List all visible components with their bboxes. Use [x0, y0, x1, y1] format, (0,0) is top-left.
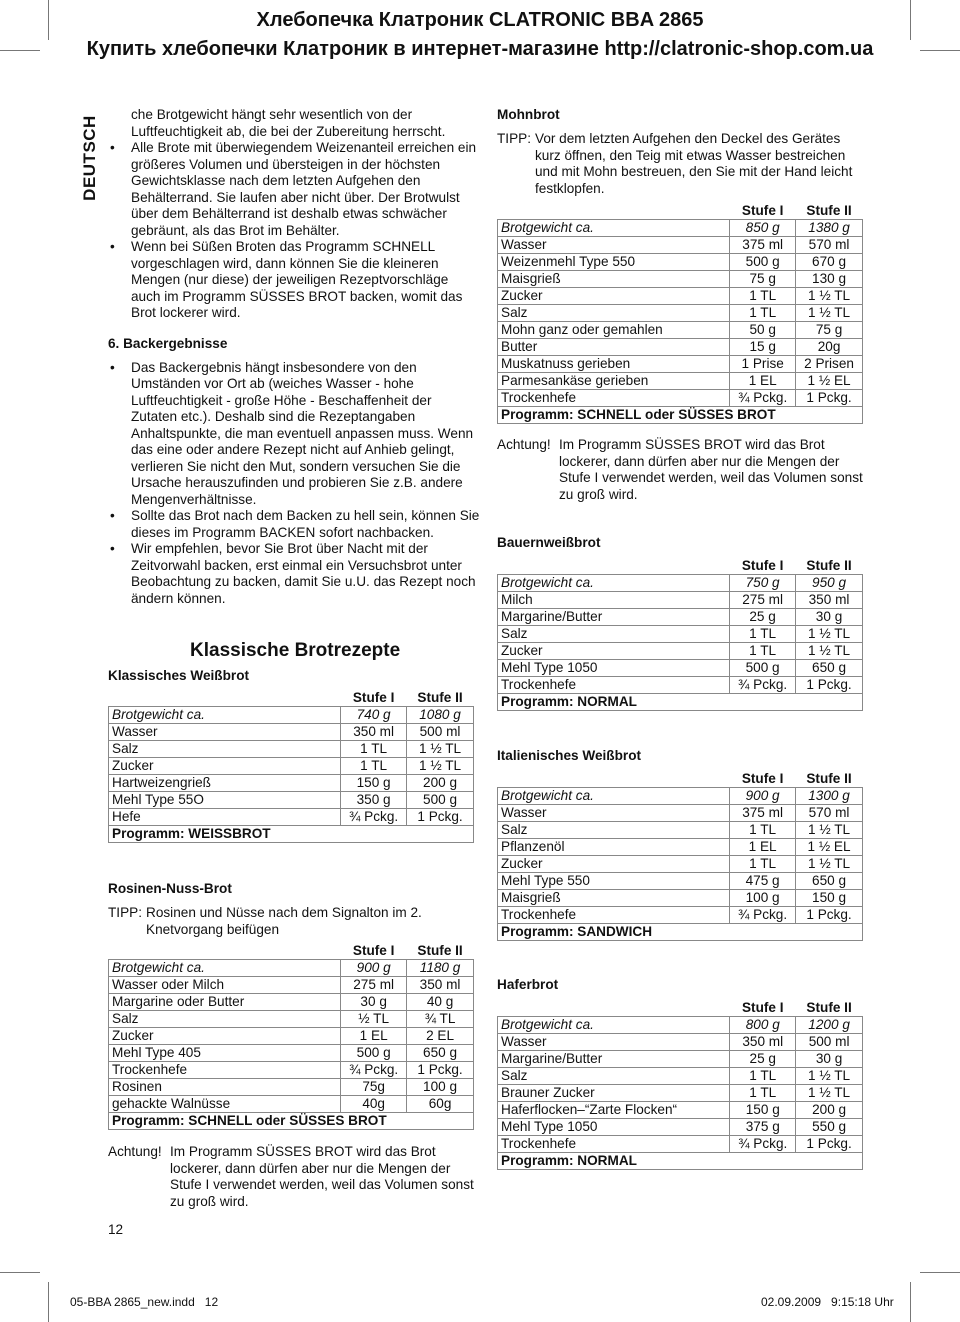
cell-ingredient: Wasser oder Milch	[109, 977, 341, 994]
cell-stufe1: 500 g	[730, 254, 796, 271]
cell-stufe1: 750 g	[730, 575, 796, 592]
cell-ingredient: Brauner Zucker	[498, 1085, 730, 1102]
cell-ingredient: Zucker	[498, 643, 730, 660]
cell-stufe2: 1 ½ TL	[407, 741, 474, 758]
crop-mark	[910, 0, 911, 40]
table-row	[498, 322, 863, 339]
cell-ingredient: Zucker	[109, 758, 341, 775]
table-cell-empty	[498, 1000, 730, 1017]
cell-stufe1: 1 TL	[341, 741, 407, 758]
table-row	[498, 1068, 863, 1085]
table-row	[498, 575, 863, 592]
cell-ingredient: Hartweizengrieß	[109, 775, 341, 792]
cell-ingredient: Wasser	[109, 724, 341, 741]
cell-stufe2: 1 ½ EL	[796, 839, 863, 856]
cell-stufe2: 500 ml	[407, 724, 474, 741]
table-row	[498, 254, 863, 271]
cell-stufe2: 1380 g	[796, 220, 863, 237]
cell-stufe1: 800 g	[730, 1017, 796, 1034]
cell-ingredient: Hefe	[109, 809, 341, 826]
table-row	[109, 977, 474, 994]
table-row	[498, 1034, 863, 1051]
cell-stufe2: 350 ml	[796, 592, 863, 609]
cell-stufe2: 1 Pckg.	[796, 390, 863, 407]
cell-stufe1: 25 g	[730, 609, 796, 626]
table-row	[498, 822, 863, 839]
col-header-stufe2: Stufe II	[407, 690, 474, 707]
cell-stufe2: 1080 g	[407, 707, 474, 724]
cell-stufe1: ¾ Pckg.	[730, 390, 796, 407]
table-row	[498, 339, 863, 356]
table-row	[498, 907, 863, 924]
table-row	[498, 1119, 863, 1136]
cell-stufe2: 650 g	[796, 660, 863, 677]
recipe-table-italien	[497, 771, 863, 941]
recipe-title: Bauernweißbrot	[497, 535, 601, 550]
table-row	[109, 809, 474, 826]
table-row	[498, 390, 863, 407]
cell-ingredient: Zucker	[498, 856, 730, 873]
cell-stufe1: ½ TL	[341, 1011, 407, 1028]
cell-ingredient: Weizenmehl Type 550	[498, 254, 730, 271]
cell-stufe1: 50 g	[730, 322, 796, 339]
table-row	[498, 271, 863, 288]
crop-mark	[910, 1282, 911, 1322]
cell-stufe2: 200 g	[407, 775, 474, 792]
cell-stufe1: 150 g	[341, 775, 407, 792]
cell-stufe2: 650 g	[796, 873, 863, 890]
table-row	[109, 1079, 474, 1096]
cell-stufe2: 1 ½ TL	[796, 856, 863, 873]
tip-label: TIPP:	[108, 905, 142, 920]
cell-ingredient: Trockenhefe	[498, 677, 730, 694]
program-row: Programm: SCHNELL oder SÜSSES BROT	[109, 1113, 474, 1130]
table-row	[498, 407, 863, 424]
cell-stufe1: 1 TL	[730, 643, 796, 660]
cell-stufe2: 1180 g	[407, 960, 474, 977]
cell-stufe1: 850 g	[730, 220, 796, 237]
table-cell-empty	[498, 558, 730, 575]
table-row	[109, 758, 474, 775]
program-row: Programm: SCHNELL oder SÜSSES BROT	[498, 407, 863, 424]
table-cell-empty	[109, 690, 341, 707]
program-row: Programm: SANDWICH	[498, 924, 863, 941]
cell-stufe2: 500 ml	[796, 1034, 863, 1051]
recipe-title: Haferbrot	[497, 977, 559, 992]
cell-ingredient: Mehl Type 1050	[498, 1119, 730, 1136]
table-row	[109, 1096, 474, 1113]
recipe-table-mohn	[497, 203, 863, 424]
table-cell-empty	[498, 771, 730, 788]
cell-stufe1: 740 g	[341, 707, 407, 724]
col-header-stufe1: Stufe I	[730, 558, 796, 575]
cell-stufe2: 1200 g	[796, 1017, 863, 1034]
tip-text: Rosinen und Nüsse nach dem Signalton im 2. Knetvorgang beifügen	[146, 905, 422, 937]
cell-ingredient: Muskatnuss gerieben	[498, 356, 730, 373]
note-rosinen	[108, 1144, 480, 1210]
cell-ingredient: Salz	[498, 626, 730, 643]
table-row	[498, 203, 863, 220]
list-item: • Wir empfehlen, bevor Sie Brot über Nacht mit der Zeitvorwahl backen, erst einmal ein Versuchsbrot unter Beobachtung zu backen, damit Sie u.U. das Rezept noch ändern können.	[108, 541, 480, 607]
classic-recipes-title: Klassische Brotrezepte	[190, 640, 401, 661]
table-row	[109, 1028, 474, 1045]
cell-stufe2: 2 EL	[407, 1028, 474, 1045]
cell-ingredient: Wasser	[498, 1034, 730, 1051]
cell-stufe2: 1 ½ TL	[796, 1068, 863, 1085]
cell-stufe2: 550 g	[796, 1119, 863, 1136]
cell-stufe1: 1 TL	[730, 626, 796, 643]
tip-text: Vor dem letzten Aufgehen den Deckel des Gerätes kurz öffnen, den Teig mit etwas Wasser bestreichen und mit Mohn bestreuen, den Sie mit der Hand leicht festklopfen.	[535, 131, 853, 196]
table-row	[109, 994, 474, 1011]
recipe-title: Klassisches Weißbrot	[108, 668, 250, 683]
cell-ingredient: Parmesankäse gerieben	[498, 373, 730, 390]
crop-mark	[0, 50, 40, 51]
recipe-title: Italienisches Weißbrot	[497, 748, 642, 763]
cell-stufe2: 670 g	[796, 254, 863, 271]
table-row	[498, 873, 863, 890]
header-subtitle: Купить хлебопечки Клатроник в интернет-магазине http://clatronic-shop.com.ua	[86, 38, 874, 60]
cell-ingredient: Mehl Type 405	[109, 1045, 341, 1062]
cell-stufe1: 375 g	[730, 1119, 796, 1136]
cell-stufe1: 1 TL	[730, 1068, 796, 1085]
cell-ingredient: Salz	[498, 305, 730, 322]
cell-ingredient: Salz	[498, 1068, 730, 1085]
table-row	[498, 1153, 863, 1170]
table-row	[498, 1136, 863, 1153]
cell-stufe1: ¾ Pckg.	[730, 907, 796, 924]
cell-ingredient: Brotgewicht ca.	[109, 960, 341, 977]
col-header-stufe2: Stufe II	[796, 771, 863, 788]
cell-ingredient: Wasser	[498, 237, 730, 254]
cell-stufe1: 75 g	[730, 271, 796, 288]
cell-ingredient: Milch	[498, 592, 730, 609]
col-header-stufe2: Stufe II	[796, 203, 863, 220]
cell-stufe2: 1 Pckg.	[796, 1136, 863, 1153]
cell-stufe1: 375 ml	[730, 237, 796, 254]
crop-mark	[920, 50, 960, 51]
table-row	[109, 792, 474, 809]
cell-stufe1: 500 g	[730, 660, 796, 677]
list-item: • Das Backergebnis hängt insbesondere von den Umständen vor Ort ab (weiches Wasser - hohe Luftfeuchtigkeit - große Höhe - Beschaffenheit der Zutaten etc.). Deshalb sind die Rezeptangaben Anhaltspunkte, die man eventuell anpassen muss. Wenn das eine oder andere Rezept nicht auf Anhieb gelingt, verlieren Sie nicht den Mut, sondern versuchen Sie die Ursache herauszufinden und probieren Sie z.B. andere Mengenverhältnisse.	[108, 360, 480, 509]
cell-stufe2: 1 ½ TL	[796, 305, 863, 322]
cell-ingredient: Haferflocken–“Zarte Flocken“	[498, 1102, 730, 1119]
table-row	[498, 373, 863, 390]
table-row	[498, 856, 863, 873]
section-heading: 6. Backergebnisse	[108, 336, 228, 351]
table-row	[498, 805, 863, 822]
cell-ingredient: Brotgewicht ca.	[498, 788, 730, 805]
col-header-stufe2: Stufe II	[796, 1000, 863, 1017]
cell-ingredient: Mehl Type 1050	[498, 660, 730, 677]
tip-label: TIPP:	[497, 131, 531, 146]
cell-ingredient: Salz	[109, 1011, 341, 1028]
cell-ingredient: Brotgewicht ca.	[498, 220, 730, 237]
cell-stufe2: 1 ½ TL	[796, 643, 863, 660]
intro-text	[108, 107, 480, 322]
cell-stufe1: 1 TL	[730, 856, 796, 873]
cell-stufe1: 500 g	[341, 1045, 407, 1062]
footer-file: 05-BBA 2865_new.indd 12	[70, 1295, 219, 1309]
cell-stufe2: 650 g	[407, 1045, 474, 1062]
col-header-stufe2: Stufe II	[796, 558, 863, 575]
table-row	[498, 643, 863, 660]
program-row: Programm: WEISSBROT	[109, 826, 474, 843]
table-row	[498, 592, 863, 609]
table-row	[109, 1045, 474, 1062]
cell-stufe2: 200 g	[796, 1102, 863, 1119]
cell-ingredient: Trockenhefe	[109, 1062, 341, 1079]
cell-stufe1: 100 g	[730, 890, 796, 907]
cell-ingredient: Mehl Type 550	[498, 873, 730, 890]
list-item: • Wenn bei Süßen Broten das Programm SCHNELL vorgeschlagen wird, dann können Sie die kleineren Mengen (nur diese) der jeweiligen Rezeptvorschläge auch im Programm SÜSSES BROT backen, womit das Brot lockerer wird.	[108, 239, 480, 322]
table-cell-empty	[109, 943, 341, 960]
cell-stufe2: 30 g	[796, 1051, 863, 1068]
cell-stufe2: 500 g	[407, 792, 474, 809]
table-row	[109, 1011, 474, 1028]
cell-stufe2: 1 ½ EL	[796, 373, 863, 390]
header-title: Хлебопечка Клатроник CLATRONIC BBA 2865	[256, 9, 704, 31]
cell-stufe1: 1 TL	[730, 305, 796, 322]
footer-date: 02.09.2009 9:15:18 Uhr	[761, 1295, 894, 1309]
table-row	[498, 1000, 863, 1017]
col-header-stufe1: Stufe I	[341, 943, 407, 960]
recipe-table-hafer	[497, 1000, 863, 1170]
cell-stufe1: 1 TL	[730, 1085, 796, 1102]
cell-ingredient: Butter	[498, 339, 730, 356]
cell-ingredient: Maisgrieß	[498, 890, 730, 907]
cell-stufe1: 375 ml	[730, 805, 796, 822]
cell-ingredient: Rosinen	[109, 1079, 341, 1096]
table-row	[498, 288, 863, 305]
table-row	[498, 237, 863, 254]
cell-stufe2: 1 ½ TL	[796, 822, 863, 839]
cell-ingredient: Zucker	[109, 1028, 341, 1045]
cell-ingredient: Mohn ganz oder gemahlen	[498, 322, 730, 339]
cell-stufe1: 900 g	[730, 788, 796, 805]
cell-stufe2: 20g	[796, 339, 863, 356]
cell-stufe1: 75g	[341, 1079, 407, 1096]
cell-ingredient: Salz	[498, 822, 730, 839]
cell-ingredient: Trockenhefe	[498, 390, 730, 407]
program-row: Programm: NORMAL	[498, 694, 863, 711]
cell-stufe1: 1 EL	[730, 373, 796, 390]
table-row	[498, 1085, 863, 1102]
cell-ingredient: Wasser	[498, 805, 730, 822]
page-number: 12	[108, 1222, 124, 1237]
note-mohn	[497, 437, 867, 503]
cell-stufe2: 75 g	[796, 322, 863, 339]
cell-stufe1: 150 g	[730, 1102, 796, 1119]
cell-stufe1: 350 g	[341, 792, 407, 809]
tip-rosinen	[108, 905, 480, 938]
cell-ingredient: Pflanzenöl	[498, 839, 730, 856]
cell-stufe2: 1 ½ TL	[796, 626, 863, 643]
cell-stufe2: 1 ½ TL	[407, 758, 474, 775]
table-row	[109, 1062, 474, 1079]
table-row	[498, 558, 863, 575]
cell-stufe1: 275 ml	[341, 977, 407, 994]
cell-stufe2: 60g	[407, 1096, 474, 1113]
crop-mark	[0, 1272, 40, 1273]
table-row	[498, 305, 863, 322]
table-row	[109, 943, 474, 960]
table-row	[109, 775, 474, 792]
table-row	[109, 1113, 474, 1130]
table-row	[498, 924, 863, 941]
recipe-table-rosinen	[108, 943, 474, 1130]
table-row	[498, 890, 863, 907]
cell-stufe1: 900 g	[341, 960, 407, 977]
table-row	[498, 694, 863, 711]
note-text: Im Programm SÜSSES BROT wird das Brot lockerer, dann dürfen aber nur die Mengen der Stufe I verwendet werden, weil das Volumen sonst zu groß wird.	[170, 1144, 474, 1209]
table-row	[498, 220, 863, 237]
table-row	[498, 626, 863, 643]
table-row	[498, 1017, 863, 1034]
table-row	[498, 677, 863, 694]
table-row	[109, 707, 474, 724]
table-row	[109, 690, 474, 707]
cell-ingredient: Brotgewicht ca.	[109, 707, 341, 724]
cell-ingredient: Mehl Type 55O	[109, 792, 341, 809]
cell-stufe1: 1 Prise	[730, 356, 796, 373]
recipe-title: Mohnbrot	[497, 107, 560, 122]
table-row	[498, 788, 863, 805]
cell-stufe1: 350 ml	[730, 1034, 796, 1051]
note-label: Achtung!	[108, 1144, 162, 1159]
cell-ingredient: Zucker	[498, 288, 730, 305]
cell-stufe1: ¾ Pckg.	[341, 809, 407, 826]
cell-stufe2: 1 Pckg.	[407, 809, 474, 826]
cell-stufe1: 1 EL	[341, 1028, 407, 1045]
cell-ingredient: Brotgewicht ca.	[498, 1017, 730, 1034]
cell-stufe1: ¾ Pckg.	[730, 1136, 796, 1153]
cell-ingredient: Brotgewicht ca.	[498, 575, 730, 592]
table-row	[498, 771, 863, 788]
col-header-stufe1: Stufe I	[730, 203, 796, 220]
cell-stufe1: 1 TL	[730, 822, 796, 839]
cell-stufe2: 1 Pckg.	[796, 907, 863, 924]
table-cell-empty	[498, 203, 730, 220]
cell-stufe1: 30 g	[341, 994, 407, 1011]
table-row	[109, 741, 474, 758]
cell-stufe2: 1 Pckg.	[407, 1062, 474, 1079]
cell-ingredient: Margarine/Butter	[498, 1051, 730, 1068]
intro-paragraph: che Brotgewicht hängt sehr wesentlich von der Luftfeuchtigkeit ab, die bei der Zubereitung herrscht.	[131, 107, 446, 139]
recipe-table-bauern	[497, 558, 863, 711]
table-row	[109, 826, 474, 843]
cell-stufe1: 350 ml	[341, 724, 407, 741]
col-header-stufe1: Stufe I	[341, 690, 407, 707]
cell-stufe2: 1 Pckg.	[796, 677, 863, 694]
cell-stufe1: 15 g	[730, 339, 796, 356]
program-row: Programm: NORMAL	[498, 1153, 863, 1170]
language-tab	[79, 108, 101, 208]
list-item: • Alle Brote mit überwiegendem Weizenanteil erreichen ein größeres Volumen und übersteigen in der höchsten Gewichtsklasse nach dem letzten Aufgehen den Behälterrand. Sie laufen aber nicht über. Der Brotwulst über dem Behälterrand ist deshalb etwas schwächer gebräunt, als das Brot im Behälter.	[108, 140, 480, 239]
language-label: DEUTSCH	[80, 115, 99, 201]
cell-stufe2: 1300 g	[796, 788, 863, 805]
table-row	[498, 1102, 863, 1119]
table-row	[498, 356, 863, 373]
note-text: Im Programm SÜSSES BROT wird das Brot lockerer, dann dürfen aber nur die Mengen der Stufe I verwendet werden, weil das Volumen sonst zu groß wird.	[559, 437, 863, 502]
cell-stufe2: 1 ½ TL	[796, 1085, 863, 1102]
cell-ingredient: Margarine/Butter	[498, 609, 730, 626]
crop-mark	[48, 0, 49, 40]
crop-mark	[920, 1272, 960, 1273]
cell-stufe2: 2 Prisen	[796, 356, 863, 373]
section-backergebnisse	[108, 336, 480, 607]
cell-stufe1: 1 TL	[341, 758, 407, 775]
cell-stufe1: ¾ Pckg.	[341, 1062, 407, 1079]
table-row	[109, 960, 474, 977]
cell-stufe2: 40 g	[407, 994, 474, 1011]
list-item: • Sollte das Brot nach dem Backen zu hell sein, können Sie dieses im Programm BACKEN sofort nachbacken.	[108, 508, 480, 541]
cell-ingredient: Trockenhefe	[498, 1136, 730, 1153]
cell-stufe2: 570 ml	[796, 237, 863, 254]
table-row	[109, 724, 474, 741]
cell-stufe2: 350 ml	[407, 977, 474, 994]
crop-mark	[48, 1282, 49, 1322]
cell-stufe2: ¾ TL	[407, 1011, 474, 1028]
cell-stufe2: 30 g	[796, 609, 863, 626]
recipe-table-weissbrot	[108, 690, 474, 843]
cell-stufe2: 150 g	[796, 890, 863, 907]
cell-stufe1: 1 EL	[730, 839, 796, 856]
cell-ingredient: Maisgrieß	[498, 271, 730, 288]
table-row	[498, 609, 863, 626]
recipe-title: Rosinen-Nuss-Brot	[108, 881, 232, 896]
note-label: Achtung!	[497, 437, 551, 452]
col-header-stufe1: Stufe I	[730, 1000, 796, 1017]
cell-stufe1: 475 g	[730, 873, 796, 890]
cell-stufe1: 275 ml	[730, 592, 796, 609]
cell-stufe1: 40g	[341, 1096, 407, 1113]
cell-stufe1: 25 g	[730, 1051, 796, 1068]
tip-mohn	[497, 131, 867, 197]
cell-stufe2: 100 g	[407, 1079, 474, 1096]
cell-stufe2: 950 g	[796, 575, 863, 592]
table-row	[498, 660, 863, 677]
cell-stufe2: 1 ½ TL	[796, 288, 863, 305]
col-header-stufe1: Stufe I	[730, 771, 796, 788]
table-row	[498, 1051, 863, 1068]
cell-ingredient: gehackte Walnüsse	[109, 1096, 341, 1113]
cell-stufe2: 130 g	[796, 271, 863, 288]
cell-ingredient: Salz	[109, 741, 341, 758]
cell-stufe1: ¾ Pckg.	[730, 677, 796, 694]
cell-ingredient: Margarine oder Butter	[109, 994, 341, 1011]
col-header-stufe2: Stufe II	[407, 943, 474, 960]
table-row	[498, 839, 863, 856]
cell-stufe1: 1 TL	[730, 288, 796, 305]
cell-ingredient: Trockenhefe	[498, 907, 730, 924]
cell-stufe2: 570 ml	[796, 805, 863, 822]
